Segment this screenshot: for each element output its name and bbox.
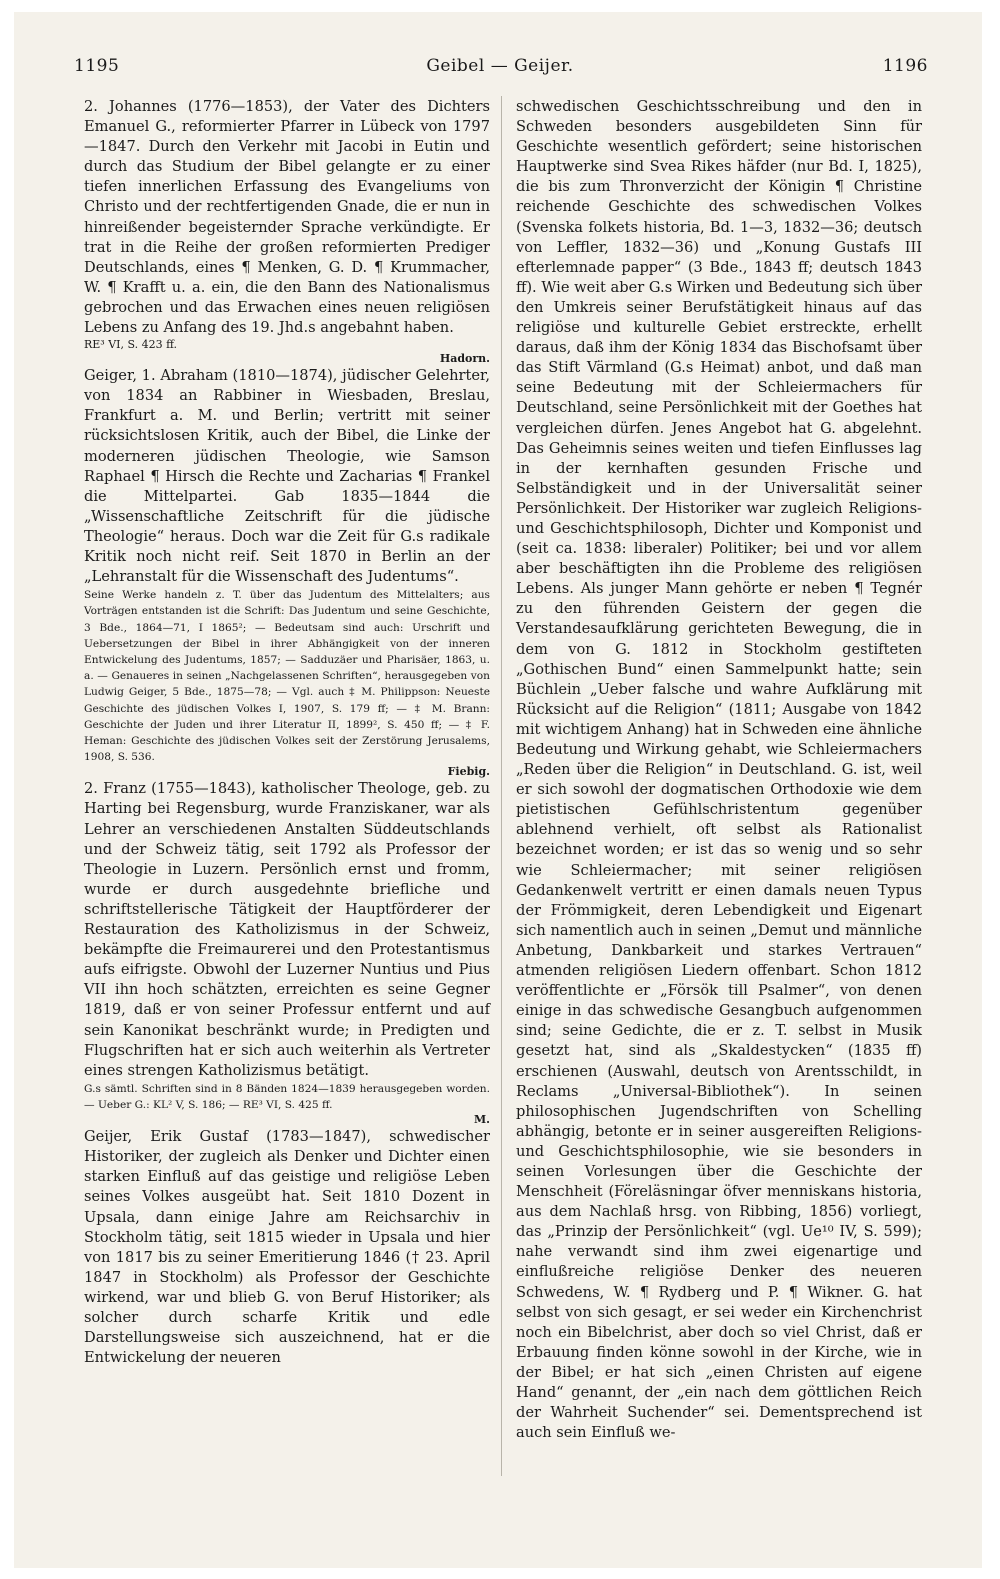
running-head: Geibel — Geijer. xyxy=(426,56,574,76)
entry-geiger-abraham: Geiger, 1. Abraham (1810—1874), jüdischer Gelehrter, von 1834 an Rabbiner in Wiesbaden, Breslau, Frankfurt a. M. und Berlin; vertritt mit seiner rücksichtslosen Kritik, auch der Bibel, die Linke der moderneren jüdischen Theologie, wie Samson Raphael ¶ Hirsch die Rechte und Zacharias ¶ Frankel die Mittelpartei. Gab 1835—1844 die „Wissenschaftliche Zeitschrift für die jüdische Theologie“ heraus. Doch war die Zeit für G.s radikale Kritik noch nicht reif. Seit 1870 in Berlin an der „Lehranstalt für die Wissenschaft des Judentums“. xyxy=(84,367,490,586)
author-signature: Fiebig. xyxy=(447,765,490,779)
author-signature: M. xyxy=(473,1113,490,1127)
entry-geijer-erik-gustaf: Geijer, Erik Gustaf (1783—1847), schwedischer Historiker, der zugleich als Denker und Dichter einen starken Einfluß auf das geistige und religiöse Leben seines Volkes ausgeübt hat. Seit 1810 Dozent in Upsala, dann einige Jahre am Reichsarchiv in Stockholm tätig, seit 1815 wieder in Upsala und hier von 1817 bis zu seiner Emeritierung 1846 († 23. April 1847 in Stockholm) als Professor der Geschichte wirkend, war und blieb G. von Beruf Historiker; als solcher durch scharfe Kritik und edle Darstellungsweise sich auszeichnend, hat er die Entwickelung der neueren xyxy=(84,1128,490,1367)
page-number-right: 1196 xyxy=(882,56,928,76)
page-number-left: 1195 xyxy=(74,56,120,76)
bibliography: G.s sämtl. Schriften sind in 8 Bänden 1824—1839 herausgegeben worden. — Ueber G.: KL² V, S. 186; — RE³ VI, S. 425 ff. xyxy=(84,1082,490,1111)
entry-geibel-johannes: 2. Johannes (1776—1853), der Vater des Dichters Emanuel G., reformierter Pfarrer in Lübeck von 1797—1847. Durch den Verkehr mit Jacobi in Eutin und durch das Studium der Bibel gelangte er zu einer tiefen innerlichen Erfassung des Evangeliums von Christo und der rechtfertigenden Gnade, die er nun in hinreißender begeisternder Sprache verkündigte. Er trat in die Reihe der großen reformierten Prediger Deutschlands, eines ¶ Menken, G. D. ¶ Krummacher, W. ¶ Krafft u. a. ein, die den Bann des Nationalismus gebrochen und das Erwachen eines neuen religiösen Lebens zu Anfang des 19. Jhd.s angebahnt haben. xyxy=(84,98,490,337)
column-divider xyxy=(501,96,502,1476)
left-column xyxy=(84,97,490,1368)
bibliography: Seine Werke handeln z. T. über das Judentum des Mittelalters; aus Vorträgen entstanden ist die Schrift: Das Judentum und seine Geschichte, 3 Bde., 1864—71, I 1865²; — Bedeutsam sind auch: Urschrift und Uebersetzungen der Bibel in ihrer Abhängigkeit von der inneren Entwickelung des Judentums, 1857; — Sadduzäer und Pharisäer, 1863, u. a. — Genaueres in seinen „Nachgelassenen Schriften“, herausgegeben von Ludwig Geiger, 5 Bde., 1875—78; — Vgl. auch ‡ M. Philippson: Neueste Geschichte des jüdischen Volkes I, 1907, S. 179 ff; — ‡ M. Brann: Geschichte der Juden und ihrer Literatur II, 1899², S. 450 ff; — ‡ F. Heman: Geschichte des jüdischen Volkes seit der Zerstörung Jerusalems, 1908, S. 536. xyxy=(84,589,490,764)
source-ref: RE³ VI, S. 423 ff. xyxy=(84,338,178,352)
right-column xyxy=(516,97,922,1443)
author-signature: Hadorn. xyxy=(439,352,490,366)
entry-geijer-continued: schwedischen Geschichtsschreibung und den in Schweden besonders ausgebildeten Sinn für Geschichte wesentlich gefördert; seine historischen Hauptwerke sind Svea Rikes häfder (nur Bd. I, 1825), die bis zum Thronverzicht der Königin ¶ Christine reichende Geschichte des schwedischen Volkes (Svenska folkets historia, Bd. 1—3, 1832—36; deutsch von Leffler, 1832—36) und „Konung Gustafs III efterlemnade papper“ (3 Bde., 1843 ff; deutsch 1843 ff). Wie weit aber G.s Wirken und Bedeutung sich über den Umkreis seiner Berufstätigkeit hinaus auf das religiöse und kulturelle Gebiet erstreckte, erhellt daraus, daß ihm der König 1834 das Bischofsamt über das Stift Värmland (G.s Heimat) anbot, und daß man seine Bedeutung mit der Schleiermachers für Deutschland, seine Persönlichkeit mit der Goethes hat vergleichen dürfen. Jenes Angebot hat G. abgelehnt. Das Geheimnis seines weiten und tiefen Einflusses lag in der kernhaften gesunden Frische und Selbständigkeit und in der Universalität seiner Persönlichkeit. Der Historiker war zugleich Religions- und Geschichtsphilosoph, Dichter und Komponist und (seit ca. 1838: liberaler) Politiker; bei und vor allem aber beschäftigten ihn die Probleme des religiösen Lebens. Als junger Mann gehörte er neben ¶ Tegnér zu den führenden Geistern der gegen die Verstandesaufklärung gerichteten Bewegung, die in dem von G. 1812 in Stockholm gestifteten „Gothischen Bund“ einen Sammelpunkt hatte; sein Büchlein „Ueber falsche und wahre Aufklärung mit Rücksicht auf die Religion“ (1811; Ausgabe von 1842 mit wichtigem Anhang) hat in Schweden eine ähnliche Bedeutung und Wirkung gehabt, wie Schleiermachers „Reden über die Religion“ in Deutschland. G. ist, weil er sich sowohl der dogmatischen Orthodoxie wie dem pietistischen Gefühlschristentum gegenüber ablehnend verhielt, oft selbst als Rationalist bezeichnet worden; er ist das so wenig und so sehr wie Schleiermacher; mit seiner religiösen Gedankenwelt vertritt er einen damals neuen Typus der Frömmigkeit, deren Lebendigkeit und Eigenart sich namentlich auch in seinen „Demut und männliche Anbetung, Dankbarkeit und starkes Vertrauen“ atmenden religiösen Liedern offenbart. Schon 1812 veröffentlichte er „Försök till Psalmer“, von denen einige in das schwedische Gesangbuch aufgenommen sind; seine Gedichte, die er z. T. selbst in Musik gesetzt hat, sind als „Skaldestycken“ (1835 ff) erschienen (Auswahl, deutsch von Arentsschildt, in Reclams „Universal-Bibliothek“). In seinen philosophischen Jugendschriften von Schelling abhängig, betonte er in seiner ausgereiften Religions- und Geschichtsphilosophie, wie sie besonders in seinen Vorlesungen über die Geschichte der Menschheit (Föreläsningar öfver menniskans historia, aus dem Nachlaß hrsg. von Ribbing, 1856) vorliegt, das „Prinzip der Persönlichkeit“ (vgl. Ue¹⁰ IV, S. 599); nahe verwandt sind ihm zwei eigenartige und einflußreiche religiöse Denker des neueren Schwedens, W. ¶ Rydberg und P. ¶ Wikner. G. hat selbst von sich gesagt, er sei weder ein Kirchenchrist noch ein Bibelchrist, aber doch so viel Christ, daß er Erbauung finden könne sowohl in der Kirche, wie in der Bibel; er hat sich „einen Christen auf eigene Hand“ genannt, der „ein nach dem göttlichen Reich der Wahrheit Suchender“ sei. Dementsprechend ist auch sein Einfluß we- xyxy=(516,98,922,1442)
entry-geiger-franz: 2. Franz (1755—1843), katholischer Theologe, geb. zu Harting bei Regensburg, wurde Franziskaner, war als Lehrer an verschiedenen Anstalten Süddeutschlands und der Schweiz tätig, seit 1792 als Professor der Theologie in Luzern. Persönlich ernst und fromm, wurde er durch ausgedehnte briefliche und schriftstellerische Tätigkeit der Hauptförderer der Restauration des Katholizismus in der Schweiz, bekämpfte die Freimaurerei und den Protestantismus aufs eifrigste. Obwohl der Luzerner Nuntius und Pius VII ihn hoch schätzten, erreichten es seine Gegner 1819, daß er von seiner Professur entfernt und auf sein Kanonikat beschränkt wurde; in Predigten und Flugschriften hat er sich auch weiterhin als Vertreter eines strengen Katholizismus betätigt. xyxy=(84,780,490,1079)
